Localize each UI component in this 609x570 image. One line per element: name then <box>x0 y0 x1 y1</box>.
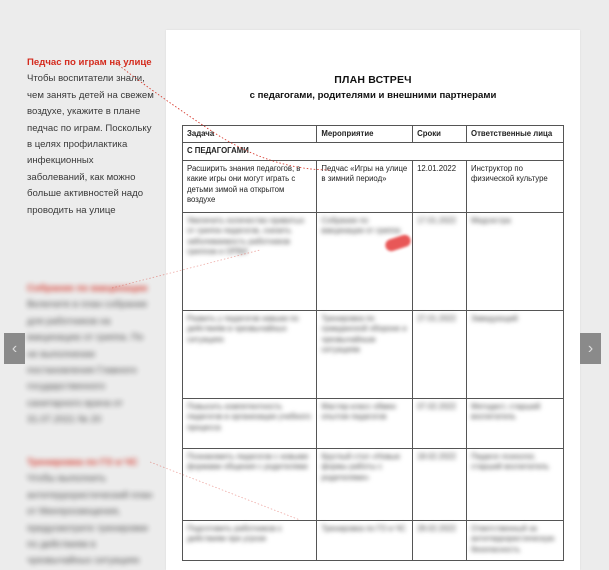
note-title: Педчас по играм на улице <box>27 57 152 68</box>
note-body: Включите в план собрание для работников на вакцинацию от гриппа. По не выполнении постановления Главного государственного санитарного врача от 31.07.2021 № 20 <box>27 299 148 426</box>
table-cell: Повысить компетентность педагогов в организации учебного процесса <box>183 398 317 448</box>
table-row <box>183 310 564 398</box>
column-header: Ответственные лица <box>467 126 564 143</box>
sidebar-note-vaccination <box>27 281 155 429</box>
table-cell: 18.02.2022 <box>413 448 467 520</box>
table-cell: Заведующий <box>467 310 564 398</box>
note-body: Чтобы воспитатели знали, чем занять детей на свежем воздухе, укажите в плане педчас по играм. Поскольку в целях профилактика инфекционных заболеваний, как можно больше активностей надо проводить на улице <box>27 73 154 216</box>
note-body: Чтобы выполнить антитеррористический план от Минпросвещения, предусмотрите тренировки по действиям в чрезвычайных ситуациях <box>27 473 153 567</box>
table-cell: Тренировка по гражданской обороне и чрезвычайным ситуациям <box>317 310 413 398</box>
section-row <box>183 143 564 160</box>
table-cell: Познакомить педагогов с новыми формами общения с родителями <box>183 448 317 520</box>
table-row <box>183 212 564 310</box>
table-row <box>183 448 564 520</box>
sidebar-note-games <box>27 55 155 219</box>
note-title: Собрание по вакцинации <box>27 283 148 294</box>
chevron-left-icon[interactable] <box>4 333 25 364</box>
section-label: С ПЕДАГОГАМИ <box>183 143 564 160</box>
table-cell: Расширить знания педагогов, в какие игры они могут играть с детьми зимой на открытом воздухе <box>183 160 317 212</box>
table-row <box>183 398 564 448</box>
document-title: ПЛАН ВСТРЕЧ <box>334 74 412 86</box>
table-cell: Увеличить количество привитых от гриппа педагогов, снизить заболеваемость работников гриппом и ОРВИ <box>183 212 317 310</box>
table-row <box>183 160 564 212</box>
table-cell: Педчас «Игры на улице в зимний период» <box>317 160 413 212</box>
meeting-plan-table <box>182 125 564 561</box>
table-cell: Подготовить работников к действиям при угрозе <box>183 520 317 560</box>
column-header: Мероприятие <box>317 126 413 143</box>
table-cell: 07.02.2022 <box>413 398 467 448</box>
table-cell: 27.01.2022 <box>413 310 467 398</box>
table-cell: 17.01.2022 <box>413 212 467 310</box>
table-cell: Педагог-психолог, старший воспитатель <box>467 448 564 520</box>
table-cell: Мастер-класс обмен опытом педагогов <box>317 398 413 448</box>
table-cell: Медсестра <box>467 212 564 310</box>
table-cell: Инструктор по физической культуре <box>467 160 564 212</box>
table-row <box>183 520 564 560</box>
table-cell: Круглый стол «Новые формы работы с родителями» <box>317 448 413 520</box>
table-cell: Развить у педагогов навыки по действиям в чрезвычайных ситуациях <box>183 310 317 398</box>
table-cell: Методист, старший воспитатель <box>467 398 564 448</box>
table-cell: Тренировка по ГО и ЧС <box>317 520 413 560</box>
column-header: Задача <box>183 126 317 143</box>
column-header: Сроки <box>413 126 467 143</box>
table-cell: Собрание по вакцинации от гриппа <box>317 212 413 310</box>
table-cell: Ответственный за антитеррористическую безопасность <box>467 520 564 560</box>
table-cell: 12.01.2022 <box>413 160 467 212</box>
document-subtitle: с педагогами, родителями и внешними партнерами <box>249 90 497 101</box>
prev-glyph: ‹ <box>11 339 18 357</box>
table-cell: 28.02.2022 <box>413 520 467 560</box>
note-title: Тренировка по ГО и ЧС <box>27 457 138 468</box>
chevron-right-icon[interactable] <box>580 333 601 364</box>
document-page <box>166 30 580 570</box>
next-glyph: › <box>587 339 594 357</box>
table-header-row <box>183 126 564 143</box>
sidebar-note-drill <box>27 455 155 570</box>
